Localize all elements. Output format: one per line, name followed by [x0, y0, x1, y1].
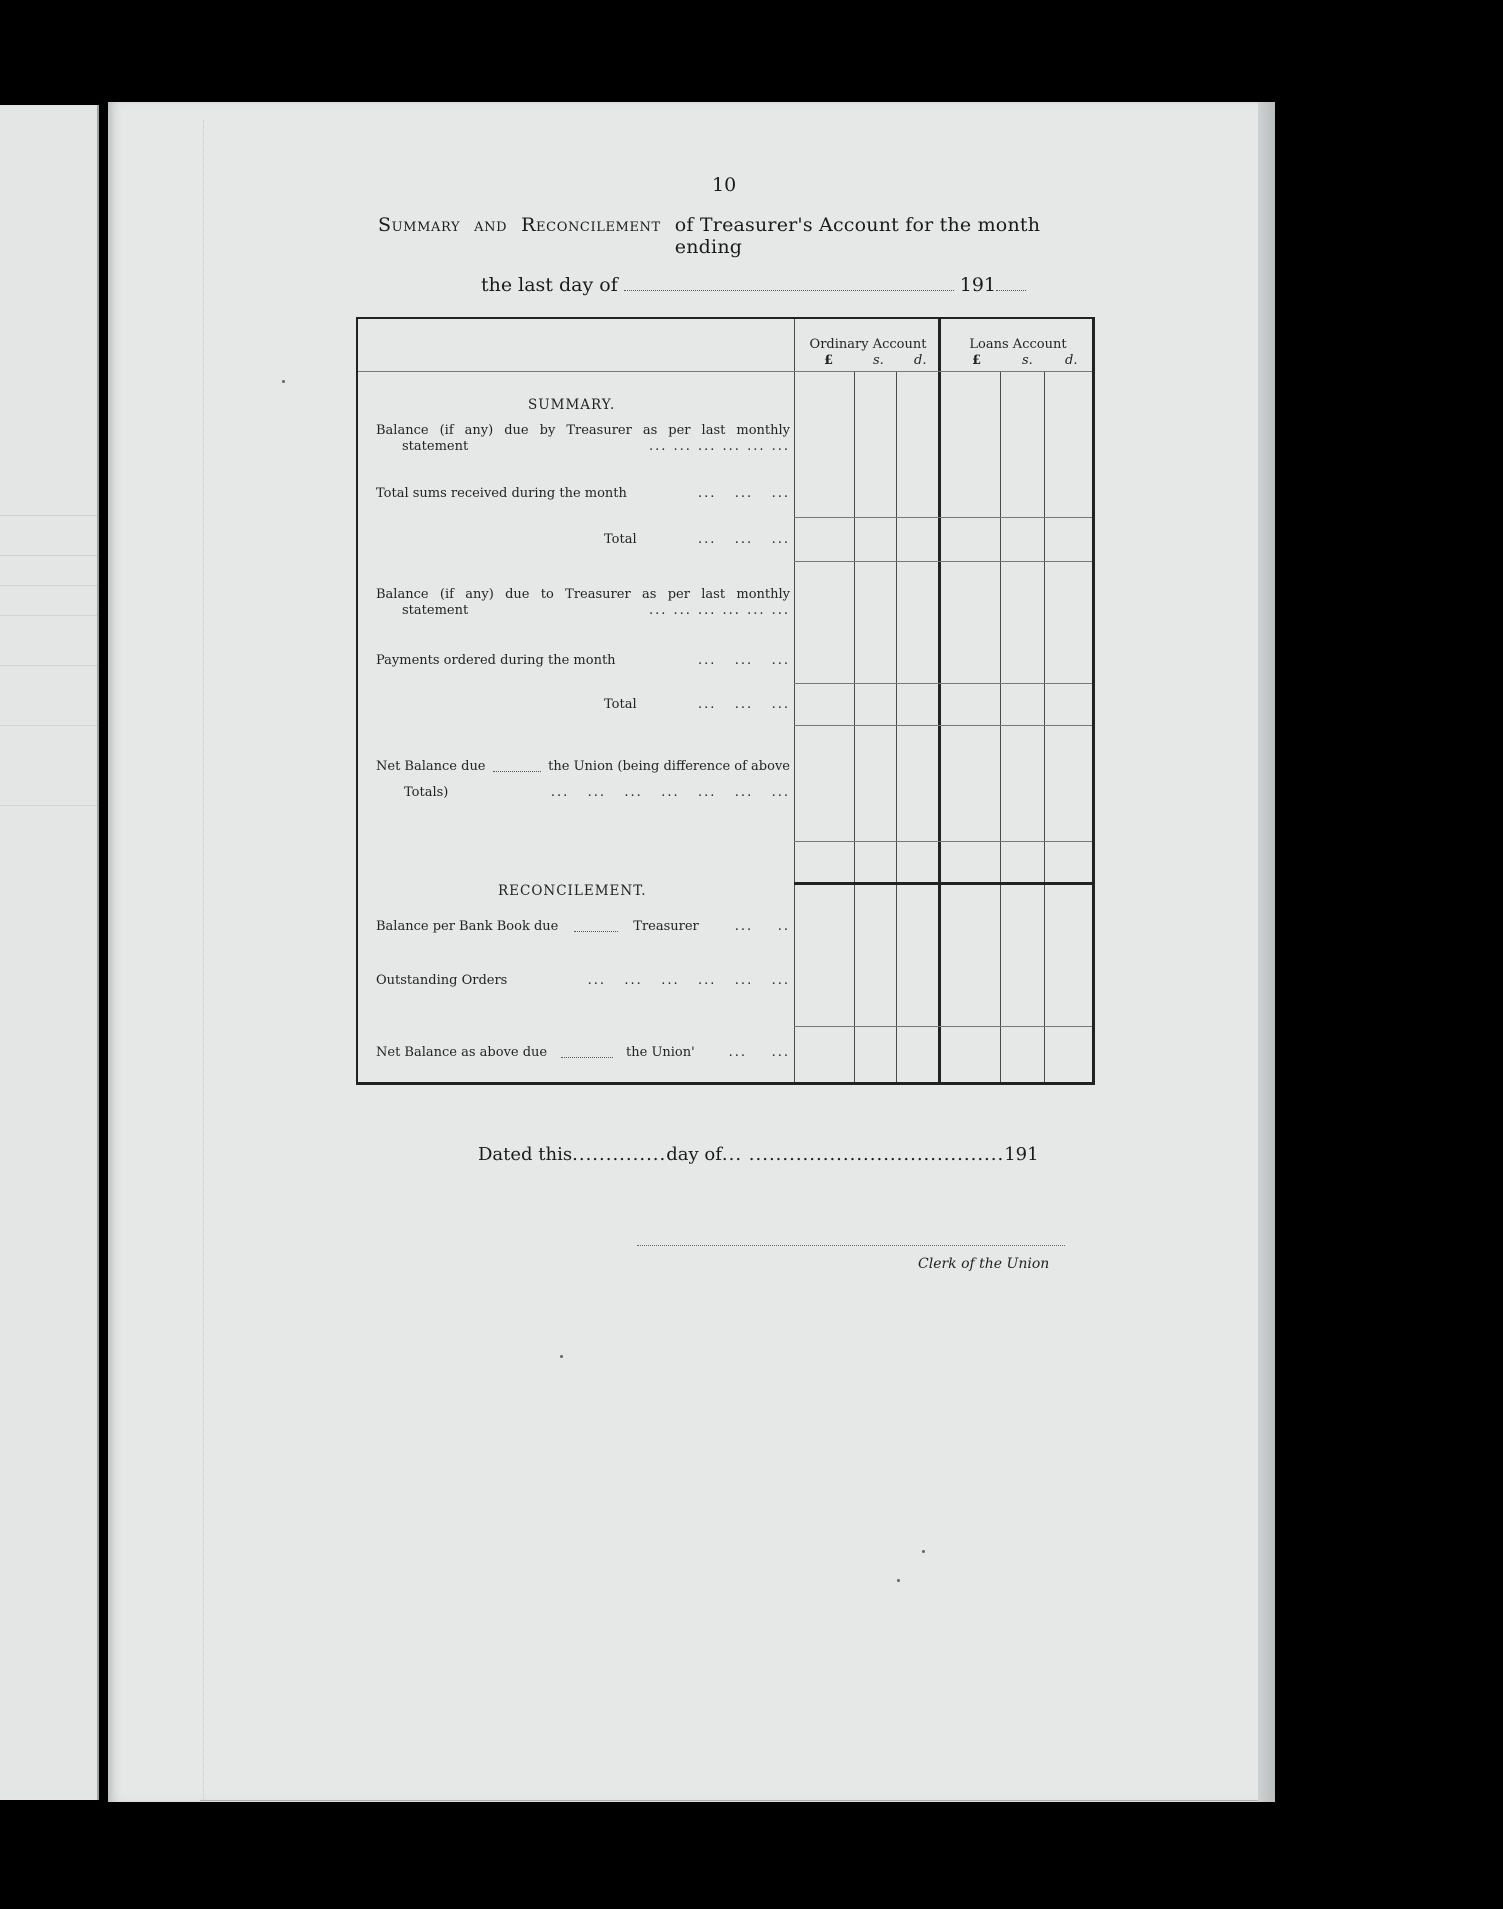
signature-line[interactable]	[637, 1245, 1065, 1246]
leader-dots: ... ... ...	[698, 653, 790, 668]
col-divider-label	[794, 319, 795, 1082]
row-balance-to-treasurer-cont: statement ... ... ... ... ... ...	[402, 603, 790, 618]
sum-rule-2	[794, 561, 1092, 562]
net-due-blank[interactable]	[561, 1045, 613, 1058]
subheading-prefix: the last day of	[481, 274, 618, 296]
row-net-above: Net Balance as above due the Union' ... ...	[376, 1045, 790, 1060]
leader-dots: ... ...	[704, 1045, 790, 1060]
sum-rule-1	[794, 517, 1092, 518]
leader-dots: ... ... ...	[698, 697, 790, 712]
reconcile-rule	[794, 882, 1092, 885]
row-balance-by-treasurer-cont: statement ... ... ... ... ... ...	[402, 439, 790, 454]
dated-line: Dated this..............day of... ......................................191	[478, 1144, 1039, 1165]
page-number: 10	[712, 174, 737, 196]
loans-pence: d.	[1065, 353, 1078, 368]
net-rule	[794, 841, 1092, 842]
paper-speck	[922, 1550, 925, 1553]
loans-account-header: Loans Account	[969, 337, 1067, 352]
due-blank[interactable]	[493, 759, 541, 772]
header-rule	[358, 371, 1092, 372]
ordinary-shillings: s.	[873, 353, 884, 368]
paper-speck	[897, 1579, 900, 1582]
month-blank-footer[interactable]: ... ......................................	[721, 1144, 1005, 1165]
loans-shillings: s.	[1022, 353, 1033, 368]
row-total-1: Total ... ... ...	[604, 532, 790, 547]
ordinary-pence: d.	[914, 353, 927, 368]
leader-dots: ... ... ... ... ... ... ...	[550, 785, 790, 800]
col-divider-accounts	[938, 319, 941, 1082]
bank-due-blank[interactable]	[574, 919, 618, 932]
sum-rule-4	[794, 725, 1092, 726]
paper-speck	[282, 380, 285, 383]
row-balance-to-treasurer: Balance (if any) due to Treasurer as per last monthly	[376, 587, 790, 602]
leader-dots: ... ... ... ... ... ...	[648, 603, 790, 618]
ordinary-account-header: Ordinary Account	[809, 337, 927, 352]
row-payments-ordered: Payments ordered during the month ... ... ...	[376, 653, 790, 668]
col-divider-loan-d	[1044, 371, 1045, 1082]
leader-dots: ... ... ... ... ... ...	[587, 973, 790, 988]
col-divider-ord-d	[896, 371, 897, 1082]
row-total-2: Total ... ... ...	[604, 697, 790, 712]
col-divider-loan-s	[1000, 371, 1001, 1082]
loans-pounds: £	[972, 353, 982, 368]
heading-and: and	[474, 214, 508, 236]
row-total-received: Total sums received during the month ... ... ...	[376, 486, 790, 501]
clerk-caption: Clerk of the Union	[918, 1256, 1050, 1272]
heading-rest: of Treasurer's Account for the month ending	[674, 214, 1041, 258]
page-subheading	[481, 274, 1026, 296]
row-bank-book: Balance per Bank Book due Treasurer ... ..	[376, 919, 790, 934]
row-balance-by-treasurer: Balance (if any) due by Treasurer as per last monthly	[376, 423, 790, 438]
row-net-balance-cont: Totals) ... ... ... ... ... ... ...	[404, 785, 790, 800]
year-blank[interactable]	[996, 276, 1026, 291]
reconcilement-title: RECONCILEMENT.	[498, 883, 647, 899]
paper-speck	[560, 1355, 563, 1358]
leader-dots: ... ... ...	[698, 532, 790, 547]
day-blank[interactable]: ..............	[572, 1144, 667, 1165]
subheading-year: 191	[959, 274, 996, 296]
leader-dots: ... ... ...	[698, 486, 790, 501]
page-heading	[378, 214, 1080, 258]
sum-rule-3	[794, 683, 1092, 684]
month-blank[interactable]	[624, 276, 954, 291]
row-net-balance: Net Balance due the Union (being difference of above	[376, 759, 790, 774]
page-edge	[1258, 102, 1275, 1802]
leader-dots: ... ... ... ... ... ...	[648, 439, 790, 454]
leader-dots: ... ..	[710, 919, 790, 934]
gutter-perforation	[203, 120, 204, 1800]
col-divider-ord-s	[854, 371, 855, 1082]
summary-title: SUMMARY.	[528, 397, 616, 413]
recon-rule	[794, 1026, 1092, 1027]
heading-reconcilement: Reconcilement	[521, 214, 661, 236]
account-table	[356, 317, 1095, 1085]
heading-summary: Summary	[378, 214, 461, 236]
left-page	[0, 105, 99, 1800]
ordinary-pounds: £	[824, 353, 834, 368]
row-outstanding: Outstanding Orders ... ... ... ... ... ...	[376, 973, 790, 988]
page-bottom-rule	[200, 1800, 1258, 1801]
